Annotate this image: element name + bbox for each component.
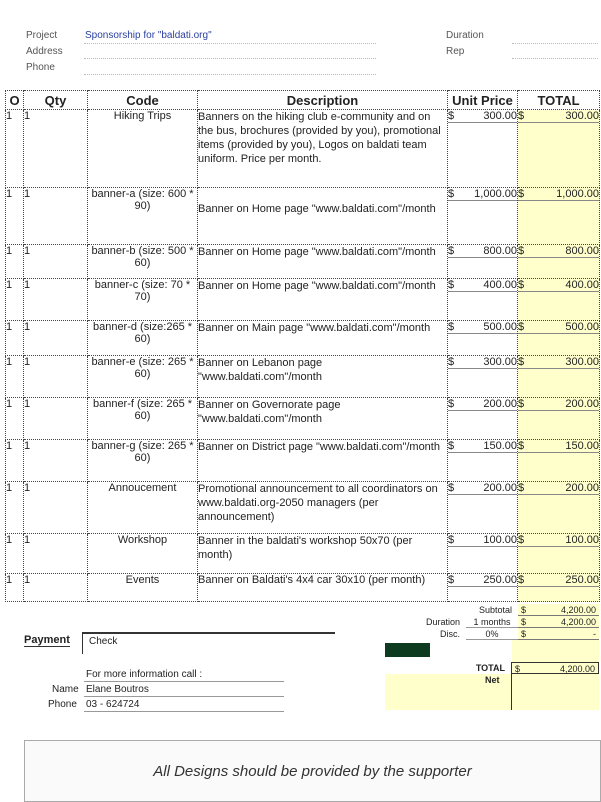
- row-qty: 1: [24, 356, 88, 398]
- total-value: 1,000.00: [556, 188, 599, 200]
- payment-value: Check: [82, 632, 335, 654]
- phone-line: [84, 74, 376, 75]
- row-o: 1: [6, 398, 24, 440]
- payment-section: [24, 632, 324, 652]
- price-value: 1,000.00: [474, 188, 517, 200]
- column-header-total: TOTAL: [518, 91, 600, 110]
- row-o: 1: [6, 482, 24, 534]
- summary-block: [385, 604, 599, 710]
- row-description: Banner on Home page "www.baldati.com"/month: [198, 188, 448, 245]
- row-description: Banner on Governorate page "www.baldati.com"/month: [198, 398, 448, 440]
- address-line: [84, 58, 376, 59]
- subtotal-label: Subtotal: [478, 605, 512, 615]
- row-unit-price: [448, 482, 518, 534]
- row-qty: 1: [24, 321, 88, 356]
- duration-label: Duration: [446, 30, 484, 41]
- net-row: [385, 674, 599, 710]
- currency-symbol: $: [448, 482, 455, 494]
- net-fill: [385, 674, 485, 710]
- price-value: 800.00: [483, 245, 517, 257]
- row-code: Workshop: [88, 534, 198, 574]
- currency-symbol: $: [521, 629, 527, 639]
- rep-line: [512, 58, 598, 59]
- project-label: Project: [26, 30, 58, 41]
- row-unit-price: [448, 534, 518, 574]
- contact-name-value: Elane Boutros: [86, 684, 149, 695]
- row-total: [518, 245, 600, 279]
- duration-total-value: 4,200.00: [560, 617, 596, 627]
- currency-symbol: $: [518, 534, 525, 546]
- currency-symbol: $: [518, 356, 525, 368]
- row-total: [518, 356, 600, 398]
- row-code: banner-a (size: 600 * 90): [88, 188, 198, 245]
- total-value: 500.00: [565, 321, 599, 333]
- project-value: Sponsorship for "baldati.org": [85, 30, 212, 41]
- row-total: [518, 321, 600, 356]
- row-total: [518, 534, 600, 574]
- price-value: 300.00: [483, 356, 517, 368]
- row-unit-price: [448, 279, 518, 321]
- row-code: banner-d (size:265 * 60): [88, 321, 198, 356]
- row-description: Banner on Main page "www.baldati.com"/month: [198, 321, 448, 356]
- table-row: [6, 574, 600, 602]
- currency-symbol: $: [448, 574, 455, 586]
- currency-symbol: $: [518, 321, 525, 333]
- total-value: 200.00: [565, 398, 599, 410]
- total-value: 4,200.00: [559, 664, 595, 674]
- table-row: [6, 482, 600, 534]
- footer-note-box: [24, 740, 601, 802]
- row-unit-price: [448, 188, 518, 245]
- table-row: [6, 245, 600, 279]
- row-total: [518, 279, 600, 321]
- disc-row: [385, 628, 599, 640]
- summary-duration-label: Duration: [425, 617, 460, 627]
- row-code: banner-f (size: 265 * 60): [88, 398, 198, 440]
- row-code: banner-g (size: 265 * 60): [88, 440, 198, 482]
- row-o: 1: [6, 188, 24, 245]
- duration-amount: [518, 616, 599, 628]
- row-total: [518, 188, 600, 245]
- footer-note: All Designs should be provided by the supporter: [153, 763, 472, 780]
- row-qty: 1: [24, 440, 88, 482]
- row-qty: 1: [24, 245, 88, 279]
- price-value: 150.00: [483, 440, 517, 452]
- column-header-code: Code: [88, 91, 198, 110]
- contact-name-label: Name: [52, 684, 79, 695]
- subtotal-amount: [518, 604, 599, 616]
- row-o: 1: [6, 574, 24, 602]
- currency-symbol: $: [448, 188, 455, 200]
- duration-line: [512, 43, 598, 44]
- row-unit-price: [448, 245, 518, 279]
- currency-symbol: $: [518, 482, 525, 494]
- row-description: Banner in the baldati's workshop 50x70 (per month): [198, 534, 448, 574]
- row-unit-price: [448, 440, 518, 482]
- address-label: Address: [26, 46, 63, 57]
- net-label: Net: [485, 674, 511, 710]
- column-header-description: Description: [198, 91, 448, 110]
- row-qty: 1: [24, 110, 88, 188]
- table-row: [6, 188, 600, 245]
- total-value: 300.00: [565, 356, 599, 368]
- currency-symbol: $: [448, 356, 455, 368]
- currency-symbol: $: [448, 440, 455, 452]
- currency-symbol: $: [448, 534, 455, 546]
- row-qty: 1: [24, 534, 88, 574]
- currency-symbol: $: [521, 605, 527, 615]
- total-row: [385, 662, 599, 674]
- row-description: Banner on Baldati's 4x4 car 30x10 (per month): [198, 574, 448, 602]
- table-row: [6, 534, 600, 574]
- total-value: 200.00: [565, 482, 599, 494]
- row-code: Events: [88, 574, 198, 602]
- price-value: 500.00: [483, 321, 517, 333]
- currency-symbol: $: [448, 245, 455, 257]
- row-unit-price: [448, 398, 518, 440]
- row-description: Promotional announcement to all coordinators on www.baldati.org-2050 managers (per announcement): [198, 482, 448, 534]
- row-qty: 1: [24, 279, 88, 321]
- contact-phone-label: Phone: [48, 699, 77, 710]
- price-value: 400.00: [483, 279, 517, 291]
- price-value: 100.00: [483, 534, 517, 546]
- row-unit-price: [448, 356, 518, 398]
- row-description: Banner on District page "www.baldati.com"/month: [198, 440, 448, 482]
- disc-amount: [518, 628, 599, 640]
- row-total: [518, 398, 600, 440]
- disc-label: Disc.: [440, 629, 460, 639]
- currency-symbol: $: [521, 617, 527, 627]
- contact-name-line: [84, 696, 284, 697]
- currency-symbol: $: [515, 664, 521, 674]
- currency-symbol: $: [518, 440, 525, 452]
- row-qty: 1: [24, 574, 88, 602]
- disc-total-value: -: [593, 629, 596, 639]
- row-code: banner-e (size: 265 * 60): [88, 356, 198, 398]
- subtotal-value: 4,200.00: [560, 605, 596, 615]
- row-description: Banner on Home page "www.baldati.com"/month: [198, 279, 448, 321]
- row-total: [518, 482, 600, 534]
- row-qty: 1: [24, 188, 88, 245]
- price-value: 200.00: [483, 398, 517, 410]
- table-row: [6, 356, 600, 398]
- row-o: 1: [6, 440, 24, 482]
- currency-symbol: $: [448, 110, 455, 122]
- quote-table: [5, 90, 600, 602]
- row-description: Banner on Lebanon page "www.baldati.com"/month: [198, 356, 448, 398]
- project-line: [84, 43, 376, 44]
- row-code: banner-c (size: 70 * 70): [88, 279, 198, 321]
- currency-symbol: $: [448, 321, 455, 333]
- table-row: [6, 110, 600, 188]
- row-unit-price: [448, 321, 518, 356]
- row-description: Banners on the hiking club e-community and on the bus, brochures (provided by you), promotional items (provided by you), Logos on baldati team uniform. Price per month.: [198, 110, 448, 188]
- table-row: [6, 321, 600, 356]
- price-value: 300.00: [483, 110, 517, 122]
- row-total: [518, 110, 600, 188]
- disc-value: 0%: [466, 628, 518, 640]
- column-header-unit-price: Unit Price: [448, 91, 518, 110]
- subtotal-row: [385, 604, 599, 616]
- contact-intro-line: [84, 681, 284, 682]
- row-o: 1: [6, 534, 24, 574]
- row-qty: 1: [24, 398, 88, 440]
- total-value: 400.00: [565, 279, 599, 291]
- column-header-o: O: [6, 91, 24, 110]
- table-row: [6, 279, 600, 321]
- total-label: TOTAL: [475, 663, 505, 673]
- table-row: [6, 440, 600, 482]
- summary-fill: [512, 640, 599, 662]
- payment-label: Payment: [24, 634, 70, 646]
- currency-symbol: $: [518, 279, 525, 291]
- rep-label: Rep: [446, 46, 465, 57]
- row-code: Hiking Trips: [88, 110, 198, 188]
- duration-row: [385, 616, 599, 628]
- table-row: [6, 398, 600, 440]
- row-code: Annoucement: [88, 482, 198, 534]
- total-value: 800.00: [565, 245, 599, 257]
- contact-intro: For more information call :: [86, 669, 203, 680]
- currency-symbol: $: [448, 279, 455, 291]
- row-o: 1: [6, 110, 24, 188]
- row-o: 1: [6, 321, 24, 356]
- column-header-qty: Qty: [24, 91, 88, 110]
- contact-phone-line: [84, 711, 284, 712]
- row-unit-price: [448, 110, 518, 188]
- currency-symbol: $: [518, 398, 525, 410]
- row-o: 1: [6, 356, 24, 398]
- total-value: 250.00: [565, 574, 599, 586]
- net-amount: [511, 674, 599, 710]
- total-value: 100.00: [565, 534, 599, 546]
- row-o: 1: [6, 245, 24, 279]
- table-header-row: [6, 91, 600, 110]
- row-description: Banner on Home page "www.baldati.com"/month: [198, 245, 448, 279]
- contact-phone-value: 03 - 624724: [86, 699, 140, 710]
- row-qty: 1: [24, 482, 88, 534]
- currency-symbol: $: [518, 245, 525, 257]
- disc-swatch: [385, 643, 430, 657]
- summary-duration-value: 1 months: [466, 616, 518, 628]
- row-unit-price: [448, 574, 518, 602]
- price-value: 250.00: [483, 574, 517, 586]
- disc-swatch-row: [385, 640, 599, 662]
- total-amount: [511, 662, 599, 674]
- row-total: [518, 440, 600, 482]
- row-code: banner-b (size: 500 * 60): [88, 245, 198, 279]
- total-value: 300.00: [565, 110, 599, 122]
- row-total: [518, 574, 600, 602]
- phone-label: Phone: [26, 62, 55, 73]
- currency-symbol: $: [448, 398, 455, 410]
- currency-symbol: $: [518, 110, 525, 122]
- total-value: 150.00: [565, 440, 599, 452]
- price-value: 200.00: [483, 482, 517, 494]
- currency-symbol: $: [518, 188, 525, 200]
- row-o: 1: [6, 279, 24, 321]
- currency-symbol: $: [518, 574, 525, 586]
